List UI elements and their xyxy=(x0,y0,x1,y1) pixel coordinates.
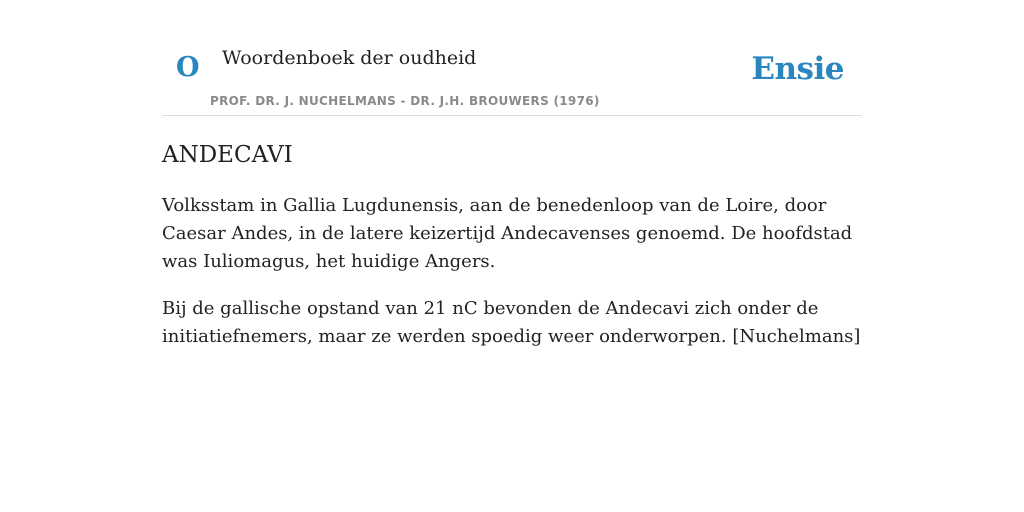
entry-paragraph-1: Volksstam in Gallia Lugdunensis, aan de benedenloop van de Loire, door Caesar Andes, in de latere keizertijd Andecavenses genoemd. De hoofdstad was Iuliomagus, het huidige Angers. xyxy=(162,195,853,272)
book-authors: PROF. DR. J. NUCHELMANS - DR. J.H. BROUWERS (1976) xyxy=(210,94,600,108)
entry-title: ANDECAVI xyxy=(162,142,293,168)
book-title[interactable]: Woordenboek der oudheid xyxy=(222,47,477,69)
entry-paragraph-2: Bij de gallische opstand van 21 nC bevonden de Andecavi zich onder de initiatiefnemers, maar ze werden spoedig weer onderworpen. [Nuchelmans] xyxy=(162,298,861,347)
book-header xyxy=(162,0,862,116)
ensie-logo[interactable]: Ensie xyxy=(751,51,844,87)
section-letter[interactable]: O xyxy=(176,52,200,83)
article-page xyxy=(162,0,862,347)
